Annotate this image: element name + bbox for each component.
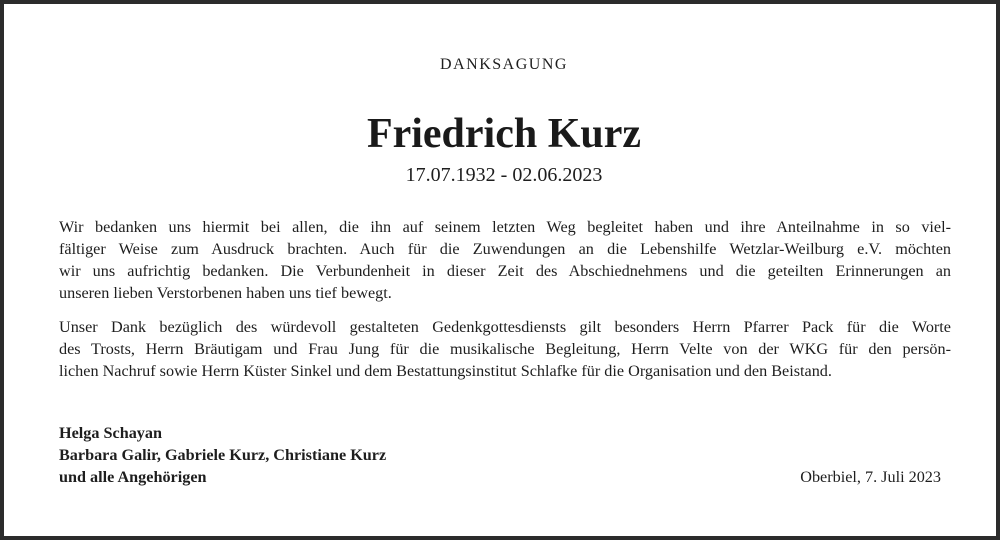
paragraph-line: fältiger Weise zum Ausdruck brachten. Auch für die Zuwendungen an die Lebenshilfe Wetzlar-Weilburg e.V. möchten [59, 240, 951, 258]
paragraph-line: Wir bedanken uns hiermit bei allen, die ihn auf seinem letzten Weg begleitet haben und ihre Anteilnahme in so viel- [59, 218, 951, 236]
thanks-paragraph-2 [59, 316, 951, 382]
paragraph-line: des Trosts, Herrn Bräutigam und Frau Jung für die musikalische Begleitung, Herrn Velte von der WKG für den persön- [59, 340, 951, 358]
deceased-name: Friedrich Kurz [366, 111, 642, 157]
paragraph-line: wir uns aufrichtig bedanken. Die Verbundenheit in dieser Zeit des Abschiednehmens und die geteilten Erinnerungen an [59, 262, 951, 280]
paragraph-line: Unser Dank bezüglich des würdevoll gestalteten Gedenkgottesdiensts gilt besonders Herrn Pfarrer Pack für die Worte [59, 318, 951, 336]
thanks-paragraph-1 [59, 216, 951, 304]
life-dates: 17.07.1932 - 02.06.2023 [405, 164, 603, 186]
signer-line: Helga Schayan [59, 424, 162, 442]
signer-line: Barbara Galir, Gabriele Kurz, Christiane Kurz [59, 446, 387, 464]
signers-block [59, 422, 386, 488]
paragraph-line: unseren lieben Verstorbenen haben uns tief bewegt. [59, 284, 392, 302]
signer-line: und alle Angehörigen [59, 468, 207, 486]
paragraph-line: lichen Nachruf sowie Herrn Küster Sinkel und dem Bestattungsinstitut Schlafke für die Organisation und den Beistand. [59, 362, 832, 380]
notice-heading: DANKSAGUNG [440, 56, 568, 73]
place-and-date: Oberbiel, 7. Juli 2023 [800, 468, 941, 486]
